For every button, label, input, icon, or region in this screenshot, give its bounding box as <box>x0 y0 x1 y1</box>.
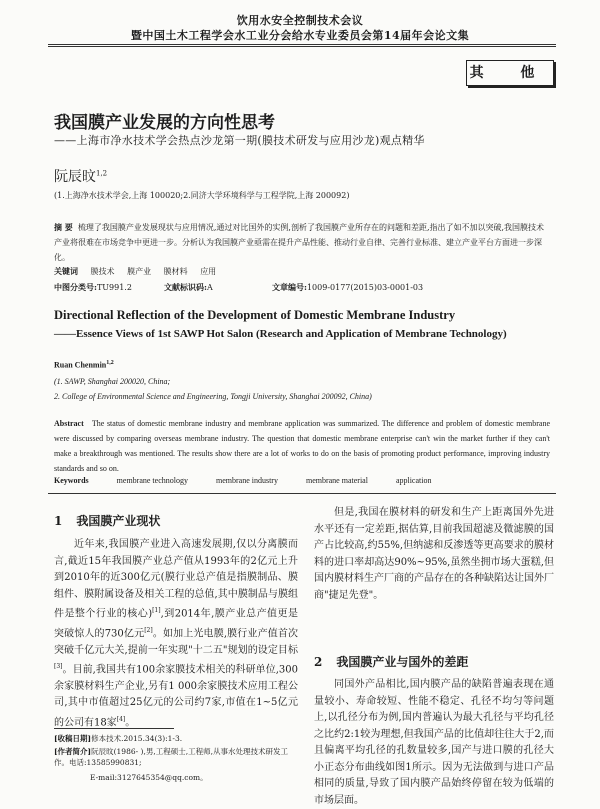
section1-title: 我国膜产业现状 <box>76 514 161 528</box>
section1-number: 1 <box>54 514 63 528</box>
keywords-en-label: Keywords <box>54 476 89 485</box>
footnote-author-text: 阮辰旼(1986- ),男,工程硕士,工程师,从事水处理技术研发工作。电话:13585990831; <box>54 747 289 767</box>
author-cn-name: 阮辰旼 <box>54 169 96 185</box>
running-header-line2: 暨中国土木工程学会水工业分会给水专业委员会第14届年会论文集 <box>130 29 470 42</box>
section1-heading <box>54 512 160 529</box>
footnote-received <box>54 733 182 744</box>
section2-para1: 同国外产品相比,国内膜产品的缺陷普遍表现在通量较小、寿命较短、性能不稳定、孔径不均匀等问题上,以孔径分布为例,国内普遍认为最大孔径与平均孔径之比约2:1较为理想,但我国产品的比值却往往大于2,而且偏离平均孔径的孔数量较多,国产与进口膜的孔径大小正态分布曲线如图1所示。因为无法做到与进口产品相同的质量,导致了国内膜产品始终停留在较为低端的市场层面。 <box>314 679 554 806</box>
abstract-en-label: Abstract <box>54 419 84 428</box>
section1-para1-text: 。 <box>125 717 136 729</box>
article-no-value: 1009-0177(2015)03-0001-03 <box>306 283 424 292</box>
section1-para1 <box>54 537 298 729</box>
clc-value: TU991.2 <box>96 283 132 292</box>
affiliation-cn: (1.上海净水技术学会,上海 100020;2.同济大学环境科学与工程学院,上海 200092) <box>54 191 350 200</box>
abstract-cn-label: 摘 要 <box>54 222 73 232</box>
citation: [3] <box>54 663 63 671</box>
title-cn: 我国膜产业发展的方向性思考 <box>54 113 275 133</box>
section2-number: 2 <box>314 655 323 669</box>
keyword-en: membrane technology <box>116 476 188 485</box>
abstract-en-text: The status of domestic membrane industry and membrane application was summarized. The difference and problem of domestic membrane were discussed by comparing overseas membrane industry. The question that domestic membrane enterprise can't win the market further if they can't make a breakthrough was mentioned. The results show there are a lot of works to do on the basis of promoting product performance, improving industry standards and so on. <box>54 419 551 473</box>
keywords-cn <box>54 266 226 277</box>
doc-value: A <box>206 283 213 292</box>
footnote-received-label: [收稿日期] <box>54 734 92 743</box>
abstract-cn <box>54 220 550 265</box>
keyword-cn: 膜材料 <box>163 267 188 276</box>
author-en-sup: 1,2 <box>106 360 114 366</box>
doc-label: 文献标识码: <box>164 282 207 292</box>
author-en <box>54 360 114 370</box>
author-cn-sup: 1,2 <box>96 169 108 178</box>
keyword-en: membrane industry <box>215 476 278 485</box>
abstract-en <box>54 416 550 476</box>
section1-para1-text: 。如加上光电膜,膜行业产值首次突破千亿元大关,提前一年实现"十二五"规划的设定目标 <box>54 628 298 656</box>
keyword-cn: 膜产业 <box>127 267 152 276</box>
footnote-received-text: 修本技术.2015.34(3):1-3. <box>91 734 183 743</box>
citation: [2] <box>144 626 153 634</box>
keyword-en: membrane material <box>305 476 368 485</box>
abstract-cn-text: 梳理了我国膜产业发展现状与应用情况,通过对比国外的实例,剖析了我国膜产业所存在的问题和差距,指出了如不加以突破,我国膜技术产业将很难在市场竞争中更进一步。分析认为我国膜产业亟需在提升产品性能、推动行业自律、完善行业标准、建立产业平台方面进一步深化。 <box>54 223 545 262</box>
classification-row <box>54 282 554 293</box>
citation: [4] <box>116 715 126 723</box>
category-box: 其 他 <box>466 60 554 86</box>
section1-para1-text: ,到2014年,膜产业总产值更是突破惊人的730亿元 <box>54 608 298 640</box>
citation: [1] <box>152 607 161 614</box>
running-header-line1: 饮用水安全控制技术会议 <box>236 14 364 27</box>
author-en-name: Ruan Chenmin <box>54 360 107 370</box>
keyword-cn: 应用 <box>200 267 217 276</box>
section1-para1-text: 。目前,我国共有100余家膜技术相关的科研单位,300余家膜材料生产企业,另有1 000余家膜技术应用工程公司,其中市值超过25亿元的公司约7家,市值在1~5亿元的公司有18家 <box>54 664 298 729</box>
section2-title: 我国膜产业与国外的差距 <box>336 655 469 669</box>
author-cn <box>54 166 107 186</box>
affiliation-en-line1: (1. SAWP, Shanghai 200020, China; <box>54 377 171 386</box>
article-no-label: 文章编号: <box>272 282 307 292</box>
section2-heading <box>314 653 468 670</box>
subtitle-cn: ——上海市净水技术学会热点沙龙第一期(膜技术研发与应用沙龙)观点精华 <box>54 134 425 147</box>
footnote-email: E-mail:3127645354@qq.com。 <box>90 773 208 782</box>
keyword-en: application <box>395 476 432 485</box>
footnote-author-label: [作者简介] <box>54 747 92 756</box>
header-rule-2 <box>48 46 556 47</box>
keyword-cn: 膜技术 <box>90 267 115 276</box>
section1-para2: 但是,我国在膜材料的研发和生产上距离国外先进水平还有一定差距,据估算,目前我国超滤及微滤膜的国产占比较高,约55%,但纳滤和反渗透等更高要求的膜材料的进口率却高达90%~95%,虽然坐拥市场大蛋糕,但国内膜材料生产厂商的产品存在的各种缺陷达让国外厂商"捷足先登"。 <box>314 507 554 601</box>
clc-label: 中图分类号: <box>54 282 97 292</box>
header-rule <box>48 44 556 45</box>
affiliation-en-line2: 2. College of Environmental Science and Engineering, Tongji University, Shanghai 200092, China) <box>54 392 372 401</box>
keywords-en <box>54 476 457 485</box>
keywords-cn-label: 关键词 <box>54 266 78 276</box>
subtitle-en: ——Essence Views of 1st SAWP Hot Salon (Research and Application of Membrane Technology) <box>54 328 507 340</box>
footnote-rule <box>54 728 174 729</box>
abstract-divider <box>48 493 556 494</box>
section1-para1-text: 近年来,我国膜产业进入高速发展期,仅以分离膜而言,截近15年我国膜产业总产值从1993年的2亿元上升到2010年的近300亿元(膜行业总产值是指膜制品、膜组件、膜附属设备及相关工程的总值,其中膜制品与膜组件是整个行业的核心) <box>54 539 298 620</box>
footnote-author <box>54 746 298 768</box>
title-en: Directional Reflection of the Development of Domestic Membrane Industry <box>54 308 456 322</box>
